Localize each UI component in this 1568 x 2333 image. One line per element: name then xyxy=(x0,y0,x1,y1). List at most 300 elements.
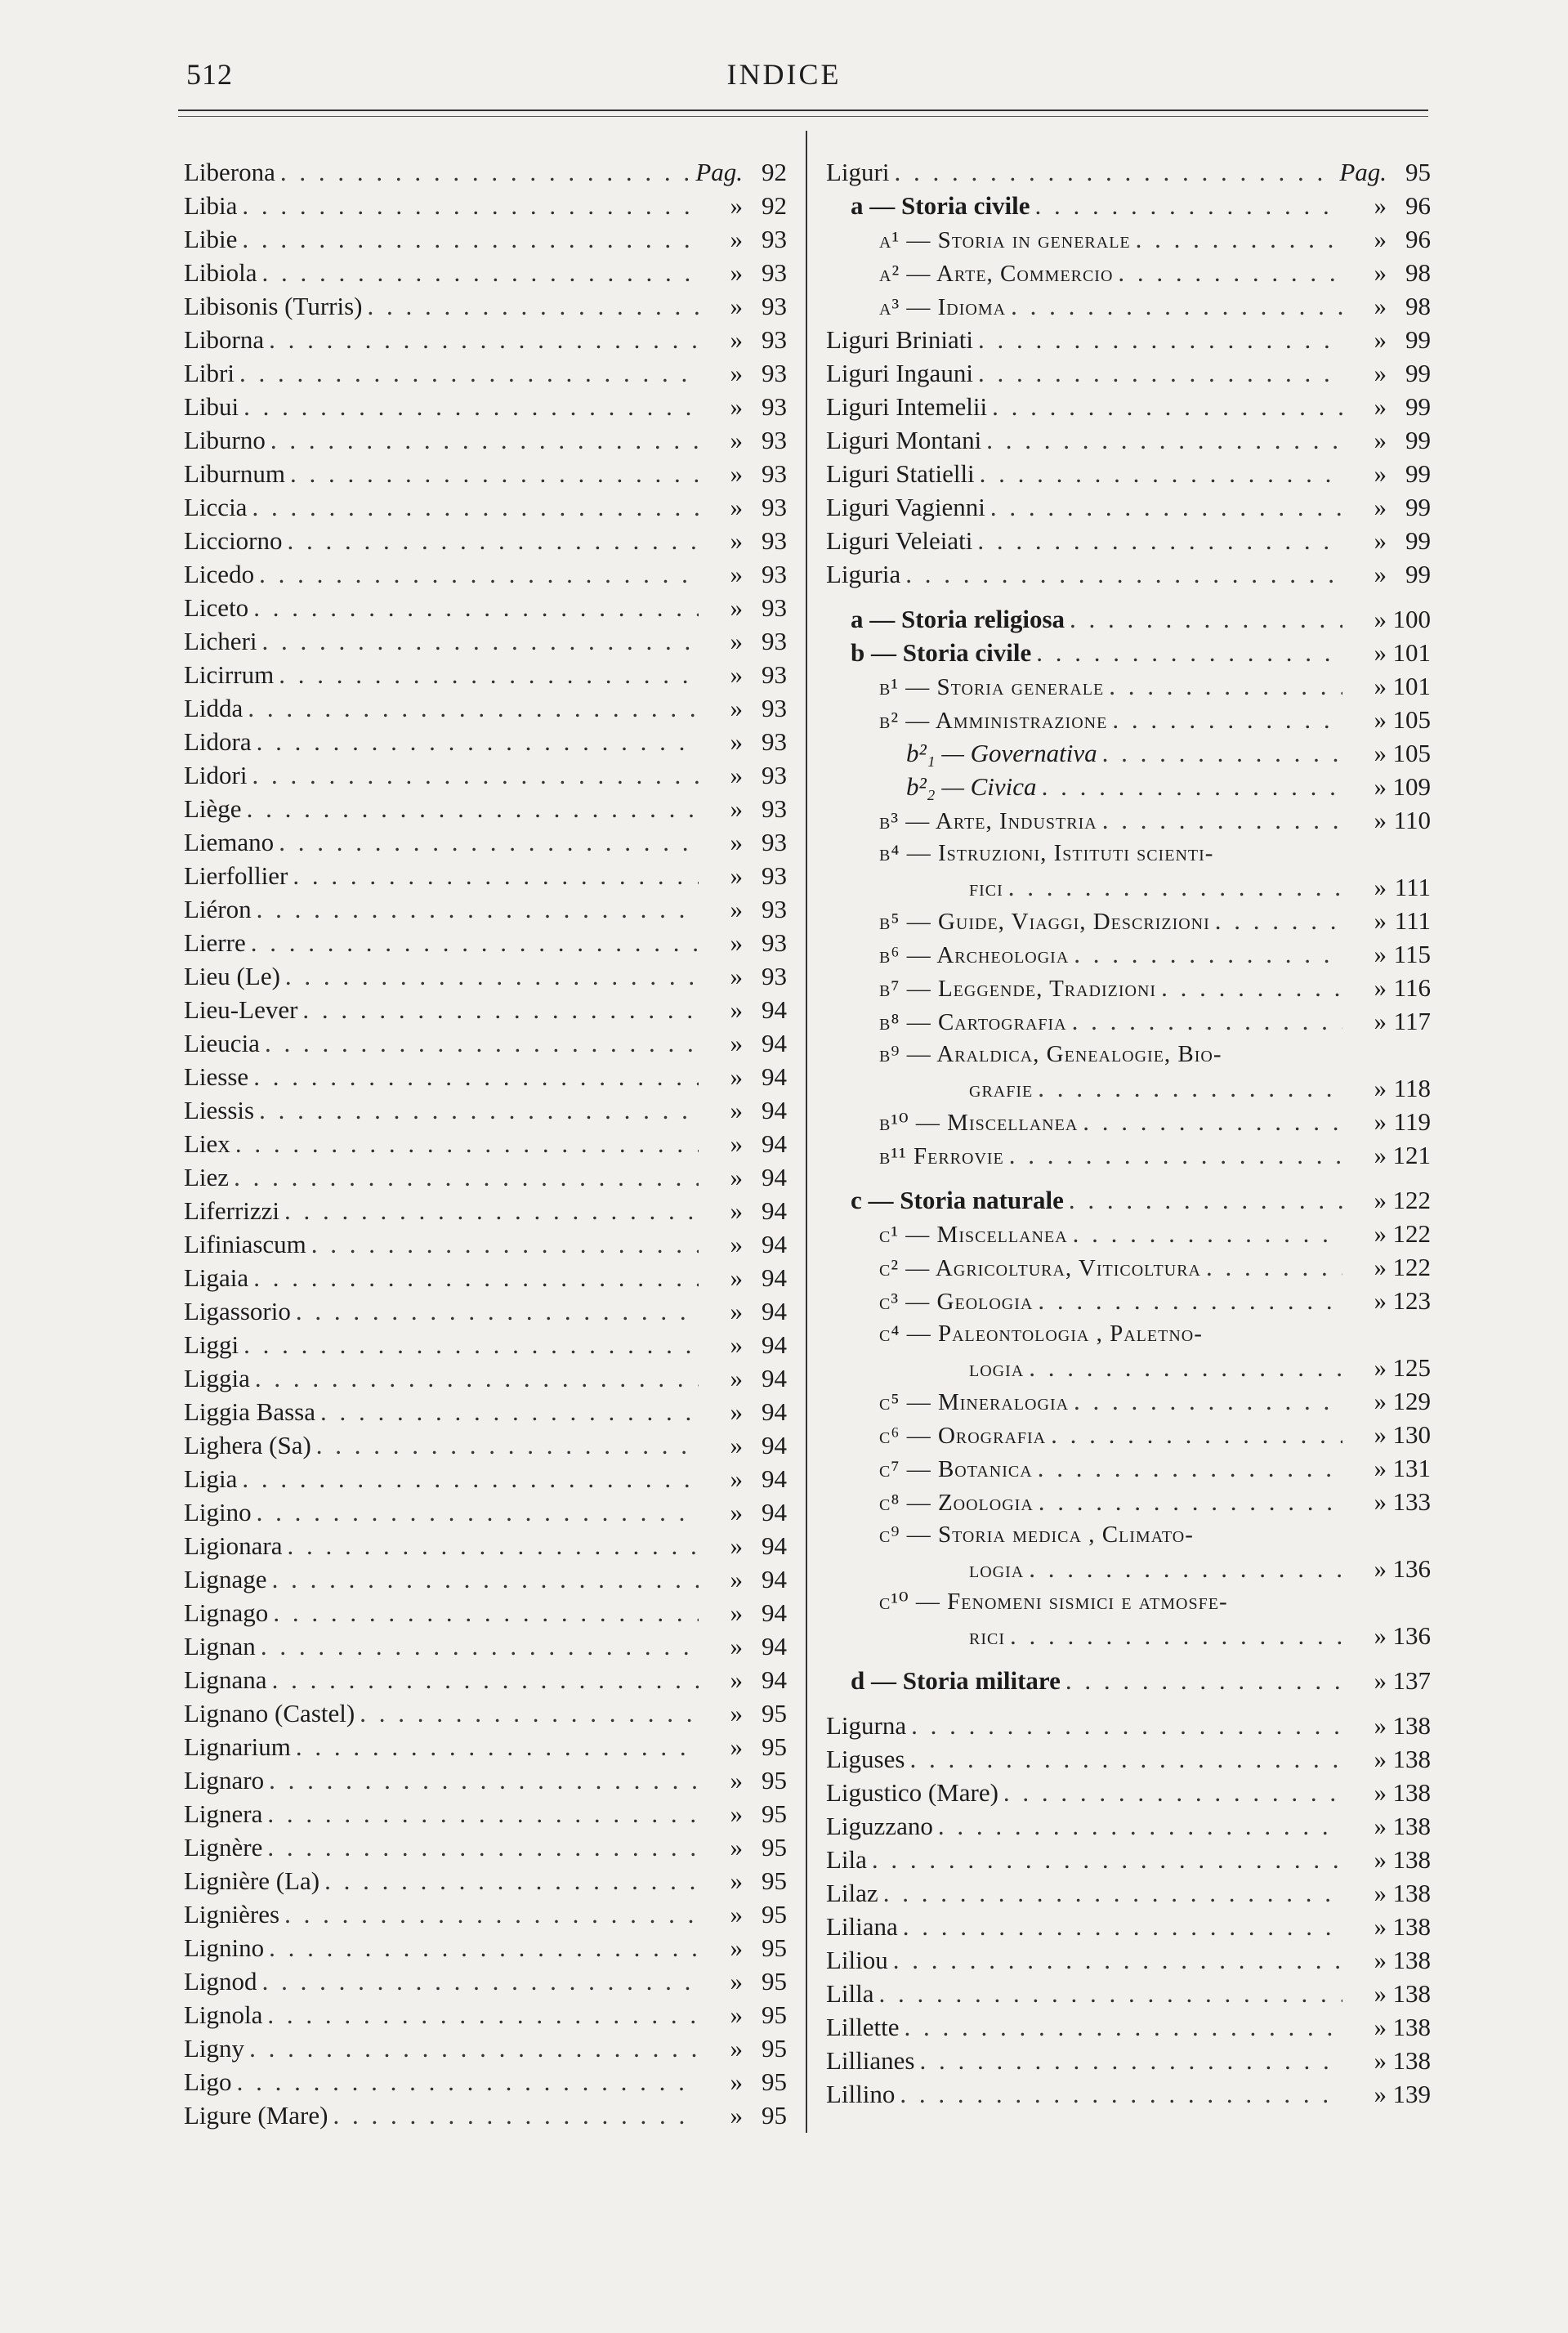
reference-marker: » xyxy=(1374,1454,1387,1482)
leader-dots xyxy=(248,591,699,624)
entry-label: b¹⁰ — Miscellanea xyxy=(879,1110,1079,1136)
page-reference xyxy=(699,2031,787,2065)
reference-marker: » xyxy=(730,2000,743,2029)
page-reference xyxy=(1342,524,1431,557)
page-reference xyxy=(1342,1418,1431,1451)
page-number-ref: 121 xyxy=(1392,1141,1431,1169)
page-number-ref: 99 xyxy=(1405,359,1431,387)
index-entry xyxy=(826,390,1431,423)
page-number-ref: 94 xyxy=(762,1263,787,1292)
reference-marker: » xyxy=(730,1665,743,1694)
reference-marker: » xyxy=(730,1431,743,1459)
entry-label: b⁸ — Cartografia xyxy=(879,1009,1067,1035)
entry-label: Liguri Statielli xyxy=(826,459,975,488)
leader-dots xyxy=(1097,803,1342,837)
page-reference xyxy=(699,1261,787,1294)
page-number-ref: 93 xyxy=(762,493,787,521)
entry-label: Libia xyxy=(184,191,238,220)
page-reference xyxy=(1342,423,1431,457)
leader-dots xyxy=(315,1395,699,1428)
page-number-ref: 94 xyxy=(762,1565,787,1593)
page-number-ref: 93 xyxy=(762,694,787,722)
leader-dots xyxy=(274,825,699,859)
leader-dots xyxy=(1033,1451,1342,1485)
page-reference xyxy=(1342,870,1431,904)
page-number-ref: 95 xyxy=(762,1933,787,1962)
leader-dots xyxy=(362,289,699,323)
index-entry xyxy=(826,1977,1431,2010)
index-entry xyxy=(826,870,1431,904)
reference-marker: » xyxy=(730,493,743,521)
entry-label: b²₂ — Civica xyxy=(906,772,1037,801)
page-reference xyxy=(699,1361,787,1395)
entry-label: Lieu (Le) xyxy=(184,962,280,990)
page-reference xyxy=(1342,1809,1431,1843)
entry-label: Liguri Montani xyxy=(826,426,982,454)
leader-dots xyxy=(1067,1004,1342,1038)
page-reference xyxy=(1342,1977,1431,2010)
page-reference xyxy=(699,1629,787,1663)
reference-marker: » xyxy=(730,1397,743,1426)
entry-label: b — Storia civile xyxy=(851,638,1032,667)
page-reference xyxy=(699,2098,787,2132)
entry-label: c³ — Geologia xyxy=(879,1289,1034,1315)
leader-dots xyxy=(1210,904,1342,937)
page-reference xyxy=(699,1897,787,1931)
page-reference xyxy=(1342,1351,1431,1384)
page-number-ref: 98 xyxy=(1405,258,1431,287)
page-number-ref: 93 xyxy=(762,660,787,689)
page-reference xyxy=(699,1964,787,1998)
page-reference xyxy=(1342,1138,1431,1172)
entry-label: c — Storia naturale xyxy=(851,1186,1064,1214)
page-number-ref: 99 xyxy=(1405,526,1431,555)
reference-marker: » xyxy=(1374,459,1387,488)
page-number-ref: 95 xyxy=(762,1833,787,1861)
index-entry xyxy=(826,1585,1431,1619)
page-reference xyxy=(699,1194,787,1227)
reference-marker: » xyxy=(730,1933,743,1962)
index-entry xyxy=(184,792,787,825)
page-reference xyxy=(699,390,787,423)
index-entry xyxy=(184,658,787,691)
page-number-ref: 92 xyxy=(762,191,787,220)
index-entry xyxy=(826,1518,1431,1552)
page-number-ref: 94 xyxy=(762,1598,787,1627)
page-number-ref: 93 xyxy=(762,426,787,454)
reference-marker: » xyxy=(730,1196,743,1225)
entry-label: Liex xyxy=(184,1129,230,1158)
leader-dots xyxy=(1024,1552,1342,1585)
index-entry xyxy=(184,1797,787,1830)
page-reference xyxy=(699,624,787,658)
page-reference xyxy=(1342,2077,1431,2111)
leader-dots xyxy=(283,524,699,557)
index-entry xyxy=(826,1071,1431,1105)
entry-label: Lillette xyxy=(826,2013,900,2041)
reference-marker: » xyxy=(730,1364,743,1392)
entry-label: Ligo xyxy=(184,2067,232,2096)
entry-label: Liège xyxy=(184,794,242,823)
index-entry xyxy=(826,1217,1431,1250)
page-number-ref: 101 xyxy=(1392,638,1431,667)
reference-marker: » xyxy=(1374,1711,1387,1740)
page-reference xyxy=(1342,323,1431,356)
page-number-ref: 138 xyxy=(1392,1778,1431,1807)
reference-marker: » xyxy=(730,1531,743,1560)
leader-dots xyxy=(279,1194,699,1227)
page-number-ref: 93 xyxy=(762,560,787,588)
index-entry xyxy=(184,1696,787,1730)
leader-dots xyxy=(985,490,1342,524)
page-reference xyxy=(699,825,787,859)
page-number-ref: 119 xyxy=(1393,1107,1431,1136)
index-entry xyxy=(184,1529,787,1562)
index-entry xyxy=(184,189,787,222)
reference-marker: » xyxy=(730,861,743,890)
page-number-ref: 95 xyxy=(762,1732,787,1761)
page-reference xyxy=(699,423,787,457)
page-number-ref: 93 xyxy=(762,928,787,957)
page-number-ref: 93 xyxy=(762,861,787,890)
leader-dots xyxy=(274,658,699,691)
page-reference xyxy=(1342,1217,1431,1250)
leader-dots xyxy=(973,356,1342,390)
page-number-ref: 93 xyxy=(762,325,787,354)
page-number-ref: 98 xyxy=(1405,292,1431,320)
page-number-ref: 93 xyxy=(762,392,787,421)
page-reference xyxy=(1342,803,1431,837)
index-entry xyxy=(826,222,1431,256)
index-entry xyxy=(826,669,1431,703)
entry-label: Liborna xyxy=(184,325,265,354)
reference-marker: » xyxy=(730,962,743,990)
page-reference xyxy=(699,323,787,356)
reference-marker: » xyxy=(730,292,743,320)
page-reference xyxy=(699,658,787,691)
page-reference xyxy=(699,1830,787,1864)
page-reference xyxy=(1342,557,1431,591)
page-reference xyxy=(699,356,787,390)
page-reference xyxy=(699,1328,787,1361)
page-number-ref: 94 xyxy=(762,1129,787,1158)
page-reference xyxy=(1342,669,1431,703)
reference-marker: » xyxy=(730,1464,743,1493)
entry-label: c⁷ — Botanica xyxy=(879,1456,1033,1482)
page-number-ref: 109 xyxy=(1392,772,1431,801)
entry-label: Liéron xyxy=(184,895,252,923)
entry-label: Lifiniascum xyxy=(184,1230,306,1258)
entry-label: b⁴ — Istruzioni, Istituti scienti- xyxy=(879,840,1214,866)
index-entry xyxy=(826,1351,1431,1384)
leader-dots xyxy=(237,1462,699,1495)
page-reference xyxy=(1342,289,1431,323)
leader-dots xyxy=(895,2077,1342,2111)
reference-marker: » xyxy=(1374,1253,1387,1281)
leader-dots xyxy=(1097,736,1342,770)
index-entry xyxy=(826,971,1431,1004)
page-reference xyxy=(1342,1384,1431,1418)
reference-marker: » xyxy=(730,1330,743,1359)
leader-dots xyxy=(878,1876,1342,1910)
reference-marker: » xyxy=(1374,672,1387,700)
reference-marker: » xyxy=(730,258,743,287)
index-entry xyxy=(826,1418,1431,1451)
page-reference xyxy=(699,1127,787,1160)
leader-dots xyxy=(1034,1485,1342,1518)
page-reference xyxy=(699,1462,787,1495)
reference-marker: » xyxy=(1374,560,1387,588)
page-reference xyxy=(1342,2010,1431,2044)
entry-label: a¹ — Storia in generale xyxy=(879,227,1131,253)
entry-label: b⁵ — Guide, Viaggi, Descrizioni xyxy=(879,909,1210,935)
index-entry xyxy=(826,1485,1431,1518)
index-entry xyxy=(184,423,787,457)
index-entry xyxy=(184,2098,787,2132)
index-entry xyxy=(184,256,787,289)
entry-label: Lignière (La) xyxy=(184,1866,320,1895)
entry-label: grafie xyxy=(969,1076,1034,1102)
leader-dots xyxy=(248,758,699,792)
reference-marker: » xyxy=(730,1699,743,1727)
reference-marker: » xyxy=(730,1062,743,1091)
entry-label: b²₁ — Governativa xyxy=(906,739,1097,767)
index-entry xyxy=(826,602,1431,636)
leader-dots xyxy=(975,457,1342,490)
entry-label: c¹ — Miscellanea xyxy=(879,1222,1068,1248)
reference-marker: » xyxy=(1374,225,1387,253)
reference-marker: » xyxy=(1374,1487,1387,1516)
page-number-ref: 105 xyxy=(1392,739,1431,767)
page-reference xyxy=(1342,356,1431,390)
page-number-ref: 94 xyxy=(762,1498,787,1526)
leader-dots xyxy=(248,1261,699,1294)
entry-label: Licirrum xyxy=(184,660,275,689)
reference-marker: » xyxy=(1374,739,1387,767)
page-number-ref: 99 xyxy=(1405,392,1431,421)
entry-label: Liggia Bassa xyxy=(184,1397,315,1426)
reference-marker: » xyxy=(730,627,743,655)
leader-dots xyxy=(1030,189,1342,222)
index-entry xyxy=(184,1428,787,1462)
page-number-ref: 94 xyxy=(762,1062,787,1091)
page-number-ref: 111 xyxy=(1394,873,1431,901)
page-reference xyxy=(699,1998,787,2031)
entry-label: Lignano (Castel) xyxy=(184,1699,355,1727)
entry-label: Lila xyxy=(826,1845,867,1874)
index-column-right xyxy=(826,155,1431,2111)
page-number-ref: 122 xyxy=(1392,1186,1431,1214)
reference-marker: » xyxy=(1374,772,1387,801)
index-entry xyxy=(826,703,1431,736)
page-number-ref: 94 xyxy=(762,1665,787,1694)
leader-dots xyxy=(311,1428,699,1462)
leader-dots xyxy=(933,1809,1342,1843)
leader-dots xyxy=(1005,1619,1342,1652)
page-number-ref: 95 xyxy=(762,1900,787,1929)
leader-dots xyxy=(246,926,699,959)
page-reference xyxy=(1342,1004,1431,1038)
page-number-ref: 94 xyxy=(762,1364,787,1392)
page-number-ref: 122 xyxy=(1392,1253,1431,1281)
entry-label: d — Storia militare xyxy=(851,1666,1061,1695)
index-entry xyxy=(826,937,1431,971)
leader-dots xyxy=(1068,1217,1342,1250)
reference-marker: » xyxy=(730,1163,743,1191)
page-number-ref: 94 xyxy=(762,1196,787,1225)
index-entry xyxy=(826,1038,1431,1071)
reference-marker: » xyxy=(1374,1666,1387,1695)
reference-marker: » xyxy=(1374,638,1387,667)
entry-label: Lignola xyxy=(184,2000,263,2029)
page-number-ref: 93 xyxy=(762,593,787,622)
leader-dots xyxy=(987,390,1342,423)
index-entry xyxy=(826,1843,1431,1876)
entry-label: b⁷ — Leggende, Tradizioni xyxy=(879,976,1157,1002)
leader-dots xyxy=(306,1227,699,1261)
index-entry xyxy=(184,691,787,725)
page-number-ref: 95 xyxy=(762,2067,787,2096)
index-entry xyxy=(184,1261,787,1294)
page-number-ref: 131 xyxy=(1392,1454,1431,1482)
index-entry xyxy=(184,1562,787,1596)
page-number-ref: 129 xyxy=(1392,1387,1431,1415)
reference-marker: » xyxy=(1374,1745,1387,1773)
page-reference xyxy=(699,1763,787,1797)
page-reference xyxy=(1342,1742,1431,1776)
entry-label: Liguri Ingauni xyxy=(826,359,973,387)
page-number-ref: 99 xyxy=(1405,426,1431,454)
index-entry xyxy=(826,1664,1431,1697)
index-entry xyxy=(826,490,1431,524)
reference-marker: » xyxy=(730,426,743,454)
reference-marker: » xyxy=(1374,940,1387,968)
entry-label: Liez xyxy=(184,1163,230,1191)
leader-dots xyxy=(230,1127,699,1160)
leader-dots xyxy=(355,1696,699,1730)
index-entry xyxy=(184,859,787,892)
index-entry xyxy=(184,557,787,591)
page-number: 512 xyxy=(186,58,233,91)
reference-marker: » xyxy=(1374,1186,1387,1214)
leader-dots xyxy=(279,1897,699,1931)
entry-label: Libisonis (Turris) xyxy=(184,292,363,320)
entry-label: Liguri xyxy=(826,158,890,186)
leader-dots xyxy=(874,1977,1342,2010)
leader-dots xyxy=(973,323,1342,356)
index-entry xyxy=(826,2010,1431,2044)
index-entry xyxy=(184,490,787,524)
entry-label: Ligia xyxy=(184,1464,238,1493)
reference-marker: » xyxy=(1374,325,1387,354)
leader-dots xyxy=(267,1663,699,1696)
reference-marker: » xyxy=(1374,1554,1387,1583)
reference-marker: » xyxy=(730,359,743,387)
page-number-ref: 100 xyxy=(1392,605,1431,633)
index-entry xyxy=(826,1183,1431,1217)
leader-dots xyxy=(229,1160,699,1194)
page-reference xyxy=(699,222,787,256)
reference-marker: » xyxy=(730,1230,743,1258)
page-number-ref: 139 xyxy=(1392,2080,1431,2108)
index-entry xyxy=(826,1709,1431,1742)
index-entry xyxy=(826,1876,1431,1910)
reference-marker: » xyxy=(1374,1107,1387,1136)
reference-marker: » xyxy=(730,1799,743,1828)
page-number-ref: 115 xyxy=(1393,940,1431,968)
leader-dots xyxy=(239,390,699,423)
entry-label: fici xyxy=(969,875,1003,901)
page-reference xyxy=(1342,1183,1431,1217)
leader-dots xyxy=(1031,636,1342,669)
page-number-ref: 93 xyxy=(762,459,787,488)
entry-label: Lierre xyxy=(184,928,246,957)
page-number-ref: 94 xyxy=(762,1397,787,1426)
page-number-ref: 133 xyxy=(1392,1487,1431,1516)
reference-marker: » xyxy=(730,1096,743,1124)
index-entry xyxy=(184,1328,787,1361)
leader-dots xyxy=(285,457,699,490)
entry-label: a — Storia civile xyxy=(851,191,1030,220)
leader-dots xyxy=(257,1964,699,1998)
page-number-ref: 99 xyxy=(1405,459,1431,488)
entry-label: Lignod xyxy=(184,1967,257,1996)
entry-label: Liguri Intemelii xyxy=(826,392,988,421)
reference-marker: » xyxy=(730,593,743,622)
page-reference xyxy=(699,1696,787,1730)
entry-label: b⁹ — Araldica, Genealogie, Bio- xyxy=(879,1041,1222,1067)
column-divider xyxy=(806,131,807,2133)
index-entry xyxy=(826,1105,1431,1138)
page-number-ref: 92 xyxy=(762,158,787,186)
index-entry xyxy=(184,1964,787,1998)
reference-marker: » xyxy=(730,761,743,789)
page-reference xyxy=(699,557,787,591)
page-number-ref: 93 xyxy=(762,794,787,823)
page-number-ref: 118 xyxy=(1393,1074,1431,1102)
index-entry xyxy=(826,2077,1431,2111)
page-number-ref: 138 xyxy=(1392,1946,1431,1974)
reference-marker: » xyxy=(1374,258,1387,287)
leader-dots xyxy=(1004,1138,1342,1172)
entry-label: Lilaz xyxy=(826,1879,878,1907)
page-reference xyxy=(699,1864,787,1897)
leader-dots xyxy=(1033,1071,1342,1105)
leader-dots xyxy=(257,624,699,658)
leader-dots xyxy=(264,1763,699,1797)
entry-label: a² — Arte, Commercio xyxy=(879,261,1114,287)
page-reference xyxy=(699,959,787,993)
entry-label: a — Storia religiosa xyxy=(851,605,1065,633)
entry-label: a³ — Idioma xyxy=(879,294,1007,320)
page-reference xyxy=(699,1663,787,1696)
page-reference xyxy=(1342,770,1431,803)
page-number-ref: 101 xyxy=(1392,672,1431,700)
reference-marker: » xyxy=(730,560,743,588)
header-rule-thin xyxy=(178,116,1428,117)
leader-dots xyxy=(254,1093,699,1127)
page-number-ref: 96 xyxy=(1405,225,1431,253)
page-number-ref: 138 xyxy=(1392,1879,1431,1907)
page-number-ref: 94 xyxy=(762,1029,787,1057)
page-reference xyxy=(699,792,787,825)
reference-marker: » xyxy=(1374,1141,1387,1169)
reference-marker: » xyxy=(730,1866,743,1895)
page-reference xyxy=(699,490,787,524)
entry-label: Libri xyxy=(184,359,235,387)
reference-marker: » xyxy=(1374,1420,1387,1449)
leader-dots xyxy=(1201,1250,1342,1284)
